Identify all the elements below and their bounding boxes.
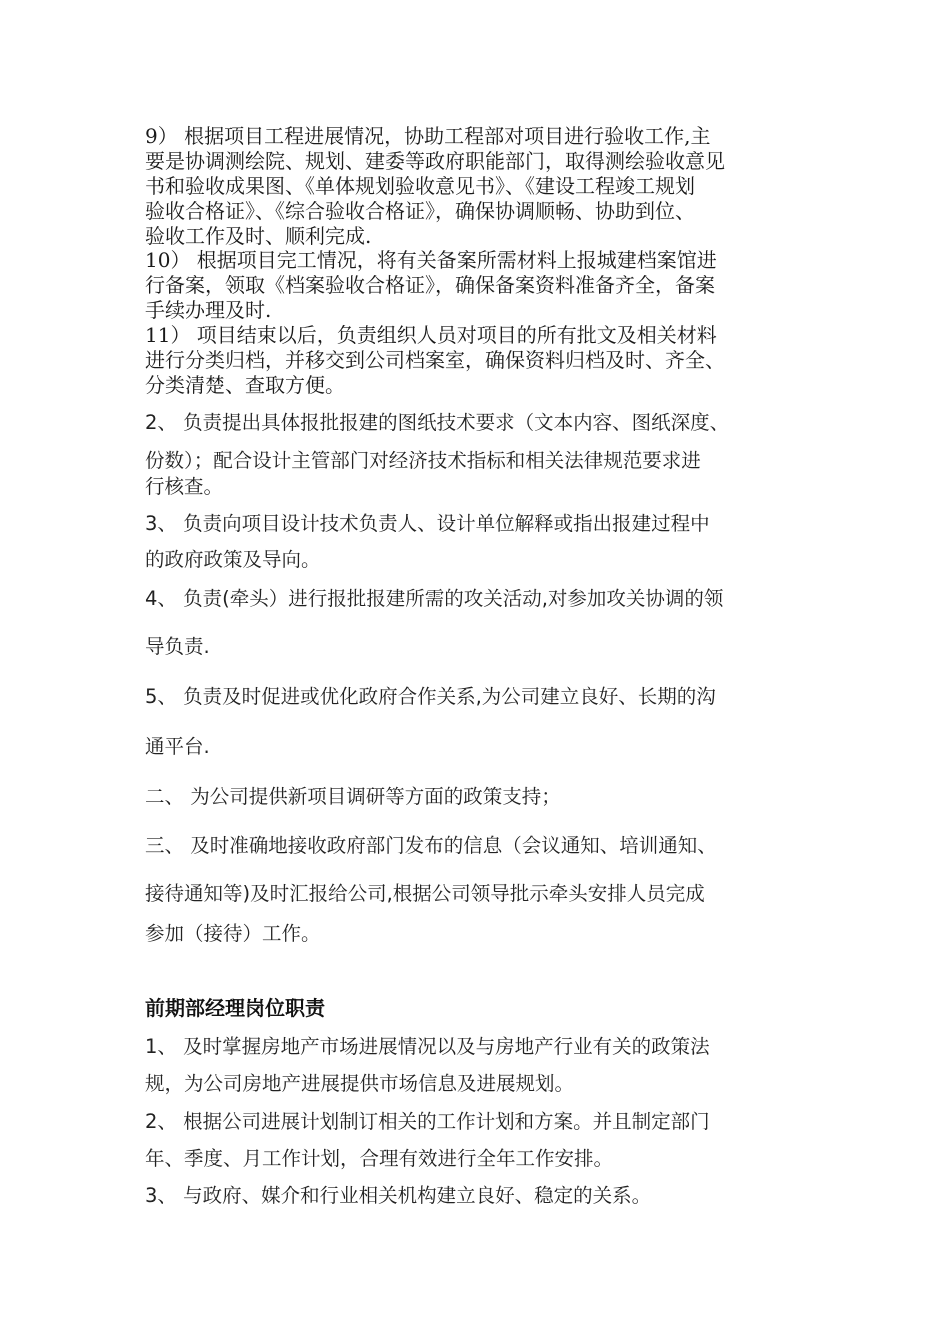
item9-line-2: 要是协调测绘院、规划、建委等政府职能部门，取得测绘验收意见 bbox=[145, 149, 725, 173]
duty1-line-2: 规，为公司房地产进展提供市场信息及进展规划。 bbox=[145, 1072, 575, 1095]
point3-line-1: 3、 负责向项目设计技术负责人、设计单位解释或指出报建过程中 bbox=[145, 512, 710, 535]
section3-line-1: 三、 及时准确地接收政府部门发布的信息（会议通知、培训通知、 bbox=[145, 834, 717, 857]
point5-line-2: 通平台. bbox=[145, 735, 210, 758]
section3-line-3: 参加（接待）工作。 bbox=[145, 922, 321, 945]
item10-line-2: 行备案，领取《档案验收合格证》，确保备案资料准备齐全，备案 bbox=[145, 273, 715, 297]
point2-line-3: 行核查。 bbox=[145, 475, 224, 498]
point2-line-1: 2、 负责提出具体报批报建的图纸技术要求（文本内容、图纸深度、 bbox=[145, 411, 730, 434]
duty1-line-1: 1、 及时掌握房地产市场进展情况以及与房地产行业有关的政策法 bbox=[145, 1035, 710, 1058]
duty3-line: 3、 与政府、媒介和行业相关机构建立良好、稳定的关系。 bbox=[145, 1184, 652, 1207]
point4-line-1: 4、 负责(牵头）进行报批报建所需的攻关活动,对参加攻关协调的领 bbox=[145, 587, 724, 610]
section-heading: 前期部经理岗位职责 bbox=[145, 996, 325, 1020]
duty2-line-1: 2、 根据公司进展计划制订相关的工作计划和方案。并且制定部门 bbox=[145, 1110, 710, 1133]
section3-line-2: 接待通知等)及时汇报给公司,根据公司领导批示牵头安排人员完成 bbox=[145, 882, 705, 905]
item11-line-2: 进行分类归档，并移交到公司档案室，确保资料归档及时、齐全、 bbox=[145, 348, 725, 372]
item11-line-1: 11） 项目结束以后，负责组织人员对项目的所有批文及相关材料 bbox=[145, 323, 717, 347]
item9-line-4: 验收合格证》、《综合验收合格证》，确保协调顺畅、协助到位、 bbox=[145, 199, 695, 223]
point2-line-2: 份数）；配合设计主管部门对经济技术指标和相关法律规范要求进 bbox=[145, 449, 701, 472]
point3-line-2: 的政府政策及导向。 bbox=[145, 548, 321, 571]
item9-line-5: 验收工作及时、顺利完成. bbox=[145, 224, 372, 248]
item11-line-3: 分类清楚、查取方便。 bbox=[145, 373, 345, 397]
section2-line: 二、 为公司提供新项目调研等方面的政策支持； bbox=[145, 785, 561, 808]
item10-line-3: 手续办理及时. bbox=[145, 298, 272, 322]
point5-line-1: 5、 负责及时促进或优化政府合作关系,为公司建立良好、长期的沟 bbox=[145, 685, 716, 708]
point4-line-2: 导负责. bbox=[145, 635, 210, 658]
item9-line-3: 书和验收成果图、《单体规划验收意见书》、《建设工程竣工规划 bbox=[145, 174, 695, 198]
duty2-line-2: 年、季度、月工作计划，合理有效进行全年工作安排。 bbox=[145, 1147, 614, 1170]
item10-line-1: 10） 根据项目完工情况，将有关备案所需材料上报城建档案馆进 bbox=[145, 248, 717, 272]
item9-line-1: 9） 根据项目工程进展情况，协助工程部对项目进行验收工作,主 bbox=[145, 124, 711, 148]
